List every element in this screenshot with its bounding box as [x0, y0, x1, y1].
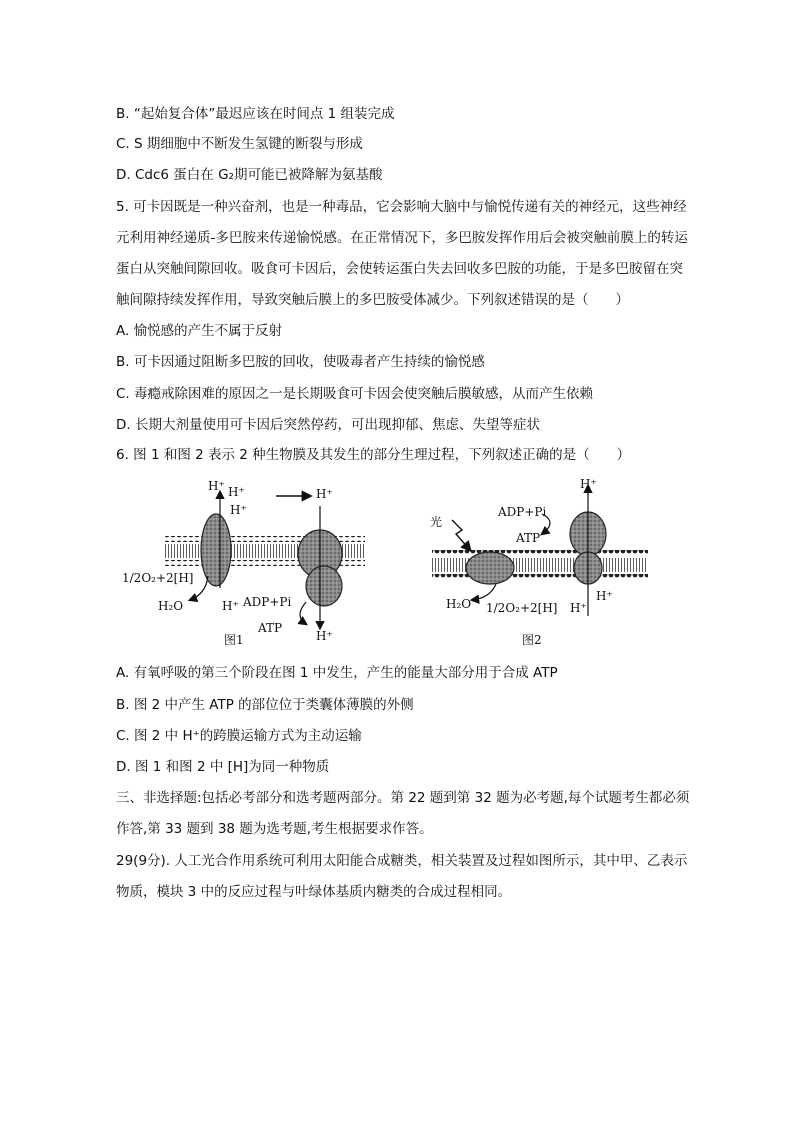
fig1-h2o-label: H₂O	[158, 599, 184, 613]
fig1-h-label: H⁺	[208, 479, 225, 493]
fig1-atp-label: ATP	[258, 621, 283, 635]
question-29-line-2: 物质，模块 3 中的反应过程与叶绿体基质内糖类的合成过程相同。	[116, 884, 512, 900]
option-b-q5: B. 可卡因通过阻断多巴胺的回收，使吸毒者产生持续的愉悦感	[116, 354, 485, 370]
fig2-water-arrow	[472, 584, 496, 600]
section-3-heading-line-1: 三、非选择题:包括必考部分和选考题两部分。第 22 题到第 32 题为必考题,每个试题考生都必须	[116, 790, 690, 806]
question-5-line-1: 5. 可卡因既是一种兴奋剂，也是一种毒品，它会影响大脑中与愉悦传递有关的神经元，这些神经	[116, 199, 687, 215]
option-d-q6: D. 图 1 和图 2 中 [H]为同一种物质	[116, 759, 330, 775]
option-c-q6: C. 图 2 中 H⁺的跨膜运输方式为主动运输	[116, 728, 362, 744]
membrane-figure	[110, 476, 670, 656]
fig2-h-label: H⁺	[580, 477, 597, 491]
fig1-h-label: H⁺	[316, 629, 333, 643]
section-3-heading-line-2: 作答,第 33 题到 38 题为选考题,考生根据要求作答。	[116, 821, 433, 837]
fig1-caption: 图1	[224, 633, 244, 647]
option-b-q6: B. 图 2 中产生 ATP 的部位位于类囊体薄膜的外侧	[116, 697, 414, 713]
fig2-atp-label: ATP	[516, 531, 541, 545]
option-d-q5: D. 长期大剂量使用可卡因后突然停药，可出现抑郁、焦虑、失望等症状	[116, 417, 540, 433]
option-c-q4: C. S 期细胞中不断发生氢键的断裂与形成	[116, 136, 363, 152]
fig1-electron-transport-protein	[201, 514, 231, 586]
fig2-h-label: H⁺	[596, 589, 613, 603]
fig1-adp-label: ADP+Pi	[243, 595, 292, 609]
fig2-h-label: H⁺	[570, 601, 587, 615]
fig2-photosystem-protein	[466, 552, 514, 584]
question-5-line-3: 蛋白从突触间隙回收。吸食可卡因后，会使转运蛋白失去回收多巴胺的功能，于是多巴胺留在突	[116, 261, 683, 277]
fig1-h-label: H⁺	[230, 503, 247, 517]
question-5-line-4: 触间隙持续发挥作用，导致突触后膜上的多巴胺受体减少。下列叙述错误的是（ ）	[116, 292, 629, 308]
question-29-line-1: 29(9分). 人工光合作用系统可利用太阳能合成糖类，相关装置及过程如图所示，其中甲、乙表示	[116, 853, 688, 869]
fig1-h-label: H⁺	[228, 485, 245, 499]
question-5-line-2: 元利用神经递质-多巴胺来传递愉悦感。在正常情况下，多巴胺发挥作用后会被突触前膜上的转运	[116, 230, 688, 246]
fig2-light-label: 光	[430, 515, 443, 529]
fig1-o2-label: 1/2O₂+2[H]	[122, 571, 194, 585]
option-b-q4: B. “起始复合体”最迟应该在时间点 1 组装完成	[116, 106, 395, 122]
fig1-atp-arrow	[300, 602, 306, 624]
fig2-o2-label: 1/2O₂+2[H]	[486, 601, 558, 615]
fig1-h-label: H⁺	[316, 487, 333, 501]
option-a-q6: A. 有氧呼吸的第三个阶段在图 1 中发生，产生的能量大部分用于合成 ATP	[116, 665, 558, 681]
light-arrow-icon	[452, 520, 470, 550]
fig2-caption: 图2	[522, 633, 542, 647]
option-c-q5: C. 毒瘾戒除困难的原因之一是长期吸食可卡因会使突触后膜敏感，从而产生依赖	[116, 386, 594, 402]
fig1-h-label: H⁺	[222, 599, 239, 613]
option-d-q4: D. Cdc6 蛋白在 G₂期可能已被降解为氨基酸	[116, 167, 383, 183]
fig2-adp-label: ADP+Pi	[498, 505, 547, 519]
question-6-stem: 6. 图 1 和图 2 表示 2 种生物膜及其发生的部分生理过程，下列叙述正确的是（ ）	[116, 447, 631, 463]
fig2-membrane	[432, 550, 648, 580]
fig2-h2o-label: H₂O	[446, 597, 472, 611]
option-a-q5: A. 愉悦感的产生不属于反射	[116, 323, 283, 339]
